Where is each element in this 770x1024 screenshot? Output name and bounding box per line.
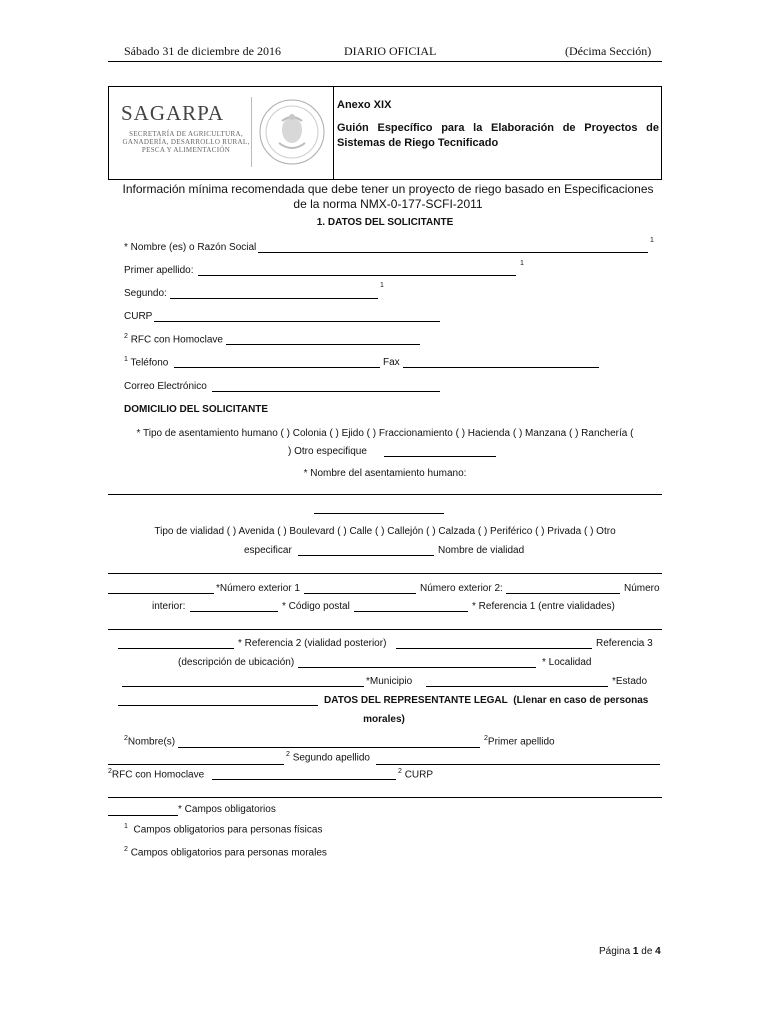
label-referencia3: Referencia 3	[596, 638, 653, 649]
logo-divider	[251, 97, 252, 167]
field-referencia1[interactable]	[108, 629, 662, 630]
label-interior: interior:	[152, 601, 186, 612]
field-rfc[interactable]	[226, 344, 420, 345]
field-referencia2[interactable]	[396, 648, 592, 649]
label-correo: Correo Electrónico	[124, 381, 207, 392]
field-num-ext2[interactable]	[304, 593, 416, 594]
label-especificar: especificar	[244, 545, 292, 556]
field-nombre[interactable]	[258, 252, 648, 253]
field-rep-segundo-apellido[interactable]	[376, 764, 660, 765]
label-estado: *Estado	[612, 676, 648, 687]
field-otra-vialidad[interactable]	[298, 555, 434, 556]
intro-text: Información mínima recomendada que debe tener un proyecto de riego basado en Especificaciones de la norma NMX-0-177-SCFI-2011	[122, 182, 654, 211]
header-date: Sábado 31 de diciembre de 2016	[124, 44, 281, 58]
field-rep-rfc[interactable]	[212, 779, 396, 780]
label-rfc: $^2$ RFC con Homoclave	[124, 333, 223, 346]
label-rep-nombres: $^2$Nombre(s)	[124, 735, 176, 748]
label-nombre-asentamiento: * Nombre del asentamiento humano:	[303, 468, 467, 479]
label-rep-primer-apellido: $^2$Primer apellido	[484, 735, 555, 748]
label-municipio: *Municipio	[366, 676, 413, 687]
field-nombre-vialidad[interactable]	[108, 573, 662, 574]
field-municipio[interactable]	[426, 686, 608, 687]
field-rep-nombres[interactable]	[178, 747, 480, 748]
field-codigo-postal[interactable]	[354, 611, 468, 612]
domicilio-title: DOMICILIO DEL SOLICITANTE	[124, 404, 269, 415]
header-rule	[108, 61, 662, 62]
field-referencia3[interactable]	[298, 667, 536, 668]
document-page: Sábado 31 de diciembre de 2016 DIARIO OFICIAL (Décima Sección) SAGARPA SECRETARÍA DE AGRICULTURA, GANADERÍA, DESARROLLO RURAL, PESCA Y ALIMENTACIÓN Anexo XIX Guión Específico para la Elaboración de Proyectos de Sistemas de Riego Tecnificado Información mínima recomendada que debe tener un proyecto de riego basado en Especificaciones de la norma NMX-0-177-SCFI-2011 1. DATOS DEL SOLICITANTE * Nombre (es) o Razón Social $^1$ Primer apellido: $^1$ Segundo: $^1$ CURP $^2$ RFC con Homoclave $^1$ Teléfono Fax Correo Electrónico DOMICILIO DEL SOLICITANTE * Tipo de asentamiento humano ( ) Colonia ( ) Ejido ( ) Fraccionamiento ( ) Hacienda ( ) Manzana ( ) Ranchería ( ) Otro especifique * Nombre del asentamiento humano: Tipo de vialidad ( ) Avenida ( ) Boulevard ( ) Calle ( ) Callejón ( ) Calzada ( ) Periférico ( ) Privada ( ) Otro especificar Nombre de vialidad *Número exterior 1 Número exterior 2: Número interior: * Código postal * Referencia 1 (entre vialidades) * Referencia 2 (vialidad posterior) Referencia 3 (descripción de ubicación) * Localidad *Municipio *Estado DATOS DEL REPRESENTANTE LEGAL (Llenar en caso de personas morales) $^2$Nombre(s) $^2$Primer apellido $^2$ Segundo apellido $^2$RFC con Homoclave $^2$ CURP * Campos obligatorios $^1$ Campos obligatorios para personas físicas $^2$ Campos obligatorios para personas morales Página 1 de 4	[108, 44, 661, 957]
label-primer-apellido: Primer apellido:	[124, 265, 194, 276]
footnote-fisicas: $^1$ Campos obligatorios para personas físicas	[124, 823, 323, 836]
page-number: Página 1 de 4	[599, 946, 661, 957]
label-otro-especifique: ) Otro especifique	[288, 446, 367, 457]
representante-note: morales)	[363, 714, 405, 725]
label-segundo: Segundo:	[124, 288, 167, 299]
label-fax: Fax	[383, 357, 400, 368]
vialidad-options: Tipo de vialidad ( ) Avenida ( ) Boulevard ( ) Calle ( ) Callejón ( ) Calzada ( ) Periférico ( ) Privada ( ) Otro	[154, 526, 616, 537]
field-telefono[interactable]	[174, 367, 380, 368]
national-seal-icon	[257, 95, 327, 169]
field-interior[interactable]	[190, 611, 278, 612]
label-rep-curp: $^2$ CURP	[398, 768, 434, 781]
field-nombre-asentamiento-cont[interactable]	[314, 513, 444, 514]
field-curp[interactable]	[154, 321, 440, 322]
header-section: (Décima Sección)	[565, 44, 652, 58]
label-referencia1: * Referencia 1 (entre vialidades)	[472, 601, 615, 612]
field-referencia1-cont[interactable]	[118, 648, 234, 649]
representante-title: DATOS DEL REPRESENTANTE LEGAL (Llenar en caso de personas	[324, 695, 649, 706]
field-nombre-asentamiento[interactable]	[108, 494, 662, 495]
footnote-obligatorios: * Campos obligatorios	[178, 804, 276, 815]
label-localidad: * Localidad	[542, 657, 592, 668]
logo-name: SAGARPA	[121, 101, 225, 125]
field-estado[interactable]	[118, 705, 318, 706]
label-nombre-vialidad: Nombre de vialidad	[438, 545, 525, 556]
annex-header-box	[108, 86, 662, 180]
header-journal: DIARIO OFICIAL	[344, 44, 437, 58]
footnote-marker-line	[108, 815, 178, 816]
annex-title: Anexo XIX	[337, 99, 392, 111]
label-curp: CURP	[124, 311, 153, 322]
label-numero: Número	[624, 583, 660, 594]
label-codigo-postal: * Código postal	[282, 601, 350, 612]
label-num-ext2: Número exterior 2:	[420, 583, 503, 594]
label-referencia2: * Referencia 2 (vialidad posterior)	[238, 638, 387, 649]
field-primer-apellido[interactable]	[198, 275, 516, 276]
field-num-ext1[interactable]	[108, 593, 214, 594]
logo-subtitle: SECRETARÍA DE AGRICULTURA, GANADERÍA, DESARROLLO RURAL, PESCA Y ALIMENTACIÓN	[122, 130, 250, 154]
field-num-ext2-value[interactable]	[506, 593, 620, 594]
label-nombre: * Nombre (es) o Razón Social	[124, 242, 257, 253]
label-num-ext1: *Número exterior 1	[216, 583, 300, 594]
label-rep-segundo-apellido: $^2$ Segundo apellido	[286, 751, 370, 764]
label-telefono: $^1$ Teléfono	[124, 356, 169, 369]
sagarpa-logo	[121, 101, 251, 154]
annex-divider	[333, 87, 334, 179]
field-fax[interactable]	[403, 367, 599, 368]
field-otro-asentamiento[interactable]	[384, 456, 496, 457]
footnote-morales: $^2$ Campos obligatorios para personas morales	[124, 846, 327, 859]
annex-subtitle: Guión Específico para la Elaboración de Proyectos de Sistemas de Riego Tecnificado	[337, 122, 659, 149]
asentamiento-options: * Tipo de asentamiento humano ( ) Colonia ( ) Ejido ( ) Fraccionamiento ( ) Hacienda ( ) Manzana ( ) Ranchería (	[136, 428, 634, 439]
field-rep-primer-apellido[interactable]	[108, 764, 284, 765]
label-rep-rfc: $^2$RFC con Homoclave	[108, 768, 205, 781]
label-descripcion: (descripción de ubicación)	[178, 657, 295, 668]
field-localidad[interactable]	[122, 686, 364, 687]
field-correo[interactable]	[212, 391, 440, 392]
section1-title: 1. DATOS DEL SOLICITANTE	[316, 217, 454, 228]
field-segundo[interactable]	[170, 298, 378, 299]
field-rep-curp[interactable]	[108, 797, 662, 798]
